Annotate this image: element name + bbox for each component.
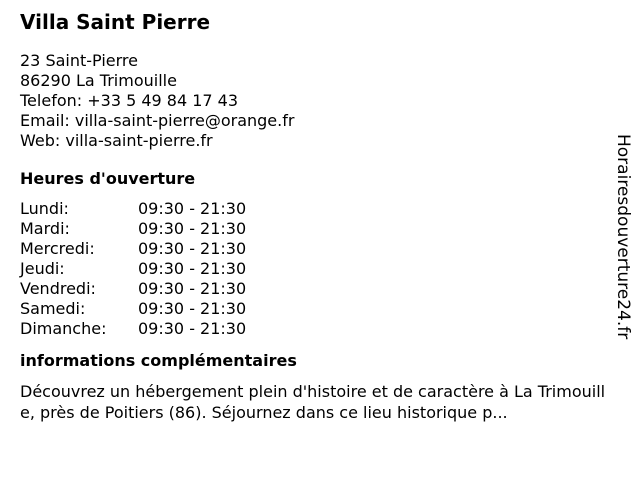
hours-time: 09:30 - 21:30 [138, 199, 247, 218]
hours-day: Dimanche: [20, 319, 107, 338]
hours-row-monday [20, 199, 620, 219]
hours-row-friday [20, 279, 620, 299]
hours-day: Mercredi: [20, 239, 95, 258]
hours-time: 09:30 - 21:30 [138, 259, 247, 278]
hours-row-tuesday [20, 219, 620, 239]
listing-card [20, 10, 620, 423]
additional-info-heading: informations complémentaires [20, 351, 297, 370]
hours-day: Samedi: [20, 299, 86, 318]
hours-time: 09:30 - 21:30 [138, 239, 247, 258]
additional-info-text: Découvrez un hébergement plein d'histoire et de caractère à La Trimouille, près de Poitiers (86). Séjournez dans ce lieu historique p... [20, 382, 606, 422]
hours-day: Jeudi: [20, 259, 65, 278]
opening-hours-heading: Heures d'ouverture [20, 169, 196, 188]
hours-row-wednesday [20, 239, 620, 259]
opening-hours-table [20, 199, 620, 339]
hours-row-saturday [20, 299, 620, 319]
hours-day: Lundi: [20, 199, 69, 218]
page-title: Villa Saint Pierre [20, 10, 211, 34]
hours-time: 09:30 - 21:30 [138, 219, 247, 238]
hours-row-sunday [20, 319, 620, 339]
email-text: Email: villa-saint-pierre@orange.fr [20, 111, 295, 130]
phone-text: Telefon: +33 5 49 84 17 43 [20, 91, 239, 110]
hours-day: Vendredi: [20, 279, 96, 298]
hours-row-thursday [20, 259, 620, 279]
hours-time: 09:30 - 21:30 [138, 319, 247, 338]
hours-time: 09:30 - 21:30 [138, 279, 247, 298]
hours-day: Mardi: [20, 219, 70, 238]
web-text: Web: villa-saint-pierre.fr [20, 131, 213, 150]
address-street: 23 Saint-Pierre [20, 51, 138, 70]
site-watermark: Horairesdouverture24.fr [613, 134, 633, 340]
address-city: 86290 La Trimouille [20, 71, 177, 90]
hours-time: 09:30 - 21:30 [138, 299, 247, 318]
